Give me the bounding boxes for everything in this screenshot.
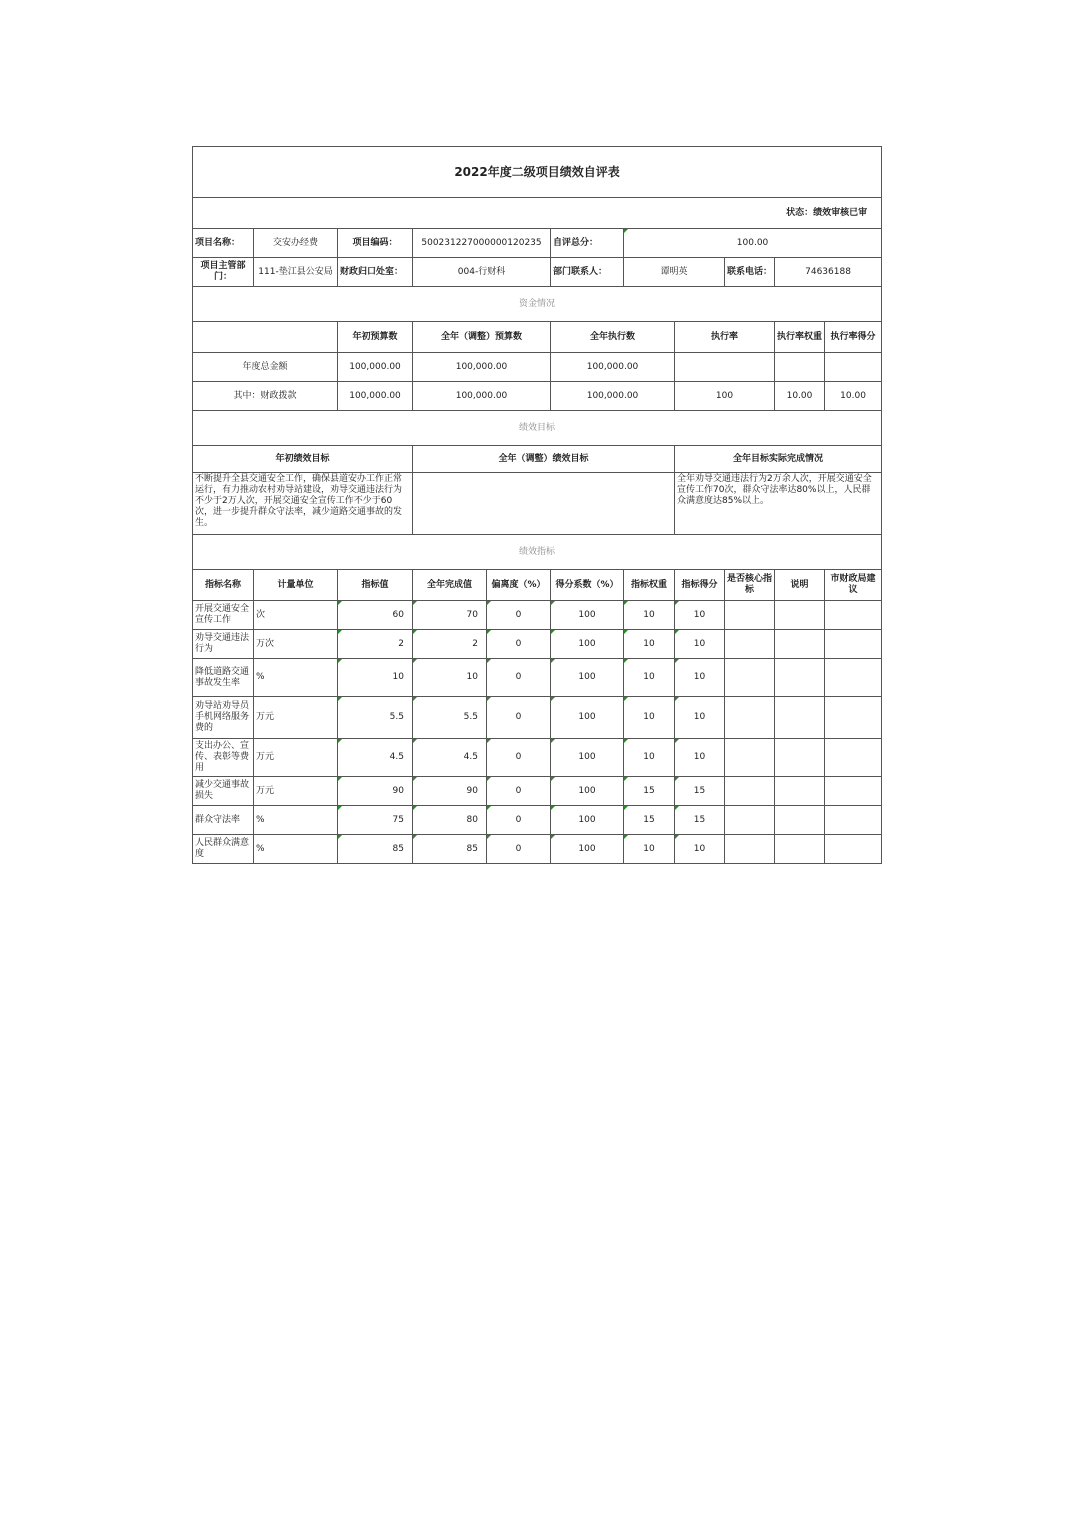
ind-cell-core	[725, 601, 775, 630]
funds-header-initial: 年初预算数	[338, 322, 413, 353]
ind-cell-unit: 万元	[254, 697, 338, 739]
funds-header-weight: 执行率权重	[775, 322, 825, 353]
ind-cell-done: 5.5	[413, 697, 487, 739]
ind-cell-done: 90	[413, 777, 487, 806]
status-label: 状态：绩效审核已审	[193, 198, 882, 229]
project-name-value: 交安办经费	[254, 229, 338, 258]
ind-cell-dev: 0	[487, 601, 551, 630]
indicator-row	[193, 601, 882, 630]
funds-cell-rate: 100	[675, 382, 775, 411]
indicator-row	[193, 630, 882, 659]
indicator-row	[193, 777, 882, 806]
indicator-row	[193, 659, 882, 697]
ind-cell-coef: 100	[551, 835, 624, 864]
ind-cell-weight: 10	[624, 601, 675, 630]
contact-value: 谭明英	[624, 258, 725, 287]
ind-cell-target: 4.5	[338, 739, 413, 777]
ind-cell-unit: 次	[254, 601, 338, 630]
ind-cell-name: 人民群众满意度	[193, 835, 254, 864]
ind-cell-advice	[825, 739, 882, 777]
funds-header-adjusted: 全年（调整）预算数	[413, 322, 551, 353]
funds-cell-score	[825, 353, 882, 382]
ind-header-name: 指标名称	[193, 570, 254, 601]
ind-header-core: 是否核心指标	[725, 570, 775, 601]
contact-label: 部门联系人：	[551, 258, 624, 287]
ind-cell-note	[775, 739, 825, 777]
ind-cell-target: 2	[338, 630, 413, 659]
ind-cell-advice	[825, 659, 882, 697]
funds-header-executed: 全年执行数	[551, 322, 675, 353]
ind-cell-unit: 万元	[254, 739, 338, 777]
funds-section-label: 资金情况	[193, 287, 882, 322]
ind-cell-dev: 0	[487, 806, 551, 835]
phone-value: 74636188	[775, 258, 882, 287]
ind-cell-note	[775, 601, 825, 630]
finance-value: 004-行财科	[413, 258, 551, 287]
ind-cell-name: 劝导交通违法行为	[193, 630, 254, 659]
ind-cell-coef: 100	[551, 697, 624, 739]
ind-cell-advice	[825, 777, 882, 806]
ind-cell-note	[775, 835, 825, 864]
ind-cell-score: 15	[675, 806, 725, 835]
ind-cell-note	[775, 777, 825, 806]
funds-cell-weight: 10.00	[775, 382, 825, 411]
ind-cell-core	[725, 739, 775, 777]
ind-cell-weight: 15	[624, 777, 675, 806]
ind-header-unit: 计量单位	[254, 570, 338, 601]
ind-cell-advice	[825, 697, 882, 739]
ind-cell-dev: 0	[487, 739, 551, 777]
goals-adjusted-text	[413, 473, 675, 535]
funds-header-rate: 执行率	[675, 322, 775, 353]
ind-cell-coef: 100	[551, 630, 624, 659]
total-score-value: 100.00	[624, 229, 882, 258]
funds-cell-name: 其中：财政拨款	[193, 382, 338, 411]
ind-header-advice: 市财政局建议	[825, 570, 882, 601]
funds-cell-executed: 100,000.00	[551, 353, 675, 382]
ind-cell-score: 10	[675, 601, 725, 630]
total-score-label: 自评总分：	[551, 229, 624, 258]
ind-cell-target: 60	[338, 601, 413, 630]
ind-header-note: 说明	[775, 570, 825, 601]
ind-cell-note	[775, 806, 825, 835]
ind-cell-name: 开展交通安全宣传工作	[193, 601, 254, 630]
project-name-label: 项目名称：	[193, 229, 254, 258]
ind-cell-advice	[825, 806, 882, 835]
ind-cell-score: 10	[675, 659, 725, 697]
goals-actual-text: 全年劝导交通违法行为2万余人次，开展交通安全宣传工作70次，群众守法率达80%以上，人民群众满意度达85%以上。	[675, 473, 882, 535]
ind-cell-weight: 10	[624, 739, 675, 777]
ind-cell-coef: 100	[551, 659, 624, 697]
ind-cell-note	[775, 697, 825, 739]
ind-cell-score: 10	[675, 630, 725, 659]
ind-cell-score: 10	[675, 697, 725, 739]
ind-cell-done: 70	[413, 601, 487, 630]
ind-cell-core	[725, 697, 775, 739]
funds-header-score: 执行率得分	[825, 322, 882, 353]
ind-cell-name: 群众守法率	[193, 806, 254, 835]
ind-cell-advice	[825, 835, 882, 864]
funds-row	[193, 382, 882, 411]
ind-cell-core	[725, 659, 775, 697]
ind-header-done: 全年完成值	[413, 570, 487, 601]
funds-cell-initial: 100,000.00	[338, 353, 413, 382]
ind-cell-unit: %	[254, 835, 338, 864]
ind-header-target: 指标值	[338, 570, 413, 601]
evaluation-table	[192, 146, 882, 864]
ind-cell-target: 75	[338, 806, 413, 835]
ind-cell-unit: 万元	[254, 777, 338, 806]
indicators-section-label: 绩效指标	[193, 535, 882, 570]
ind-cell-unit: %	[254, 659, 338, 697]
dept-value: 111-垫江县公安局	[254, 258, 338, 287]
ind-cell-coef: 100	[551, 601, 624, 630]
ind-cell-name: 支出办公、宣传、表彰等费用	[193, 739, 254, 777]
finance-label: 财政归口处室：	[338, 258, 413, 287]
evaluation-sheet	[192, 146, 881, 864]
dept-label: 项目主管部 门：	[193, 258, 254, 287]
funds-cell-adjusted: 100,000.00	[413, 353, 551, 382]
ind-cell-target: 85	[338, 835, 413, 864]
ind-cell-dev: 0	[487, 630, 551, 659]
ind-cell-done: 4.5	[413, 739, 487, 777]
goals-section-label: 绩效目标	[193, 411, 882, 446]
ind-cell-score: 10	[675, 739, 725, 777]
ind-cell-score: 15	[675, 777, 725, 806]
ind-cell-advice	[825, 601, 882, 630]
ind-header-weight: 指标权重	[624, 570, 675, 601]
funds-cell-adjusted: 100,000.00	[413, 382, 551, 411]
ind-cell-core	[725, 630, 775, 659]
ind-cell-weight: 10	[624, 835, 675, 864]
ind-cell-dev: 0	[487, 835, 551, 864]
ind-cell-done: 85	[413, 835, 487, 864]
ind-cell-note	[775, 659, 825, 697]
indicator-row	[193, 806, 882, 835]
ind-cell-name: 减少交通事故损失	[193, 777, 254, 806]
indicator-row	[193, 697, 882, 739]
ind-cell-weight: 10	[624, 659, 675, 697]
ind-cell-name: 劝导站劝导员手机网络服务费的	[193, 697, 254, 739]
indicator-row	[193, 835, 882, 864]
goals-header-adjusted: 全年（调整）绩效目标	[413, 446, 675, 473]
funds-cell-weight	[775, 353, 825, 382]
ind-cell-name: 降低道路交通事故发生率	[193, 659, 254, 697]
ind-cell-unit: %	[254, 806, 338, 835]
ind-cell-target: 10	[338, 659, 413, 697]
ind-header-score: 指标得分	[675, 570, 725, 601]
project-code-value: 500231227000000120235	[413, 229, 551, 258]
ind-cell-note	[775, 630, 825, 659]
funds-cell-initial: 100,000.00	[338, 382, 413, 411]
ind-header-coef: 得分系数（%）	[551, 570, 624, 601]
funds-cell-name: 年度总金额	[193, 353, 338, 382]
ind-cell-advice	[825, 630, 882, 659]
funds-row	[193, 353, 882, 382]
ind-cell-score: 10	[675, 835, 725, 864]
ind-header-dev: 偏离度（%）	[487, 570, 551, 601]
funds-cell-rate	[675, 353, 775, 382]
funds-cell-score: 10.00	[825, 382, 882, 411]
ind-cell-coef: 100	[551, 777, 624, 806]
ind-cell-target: 5.5	[338, 697, 413, 739]
ind-cell-dev: 0	[487, 777, 551, 806]
ind-cell-weight: 10	[624, 697, 675, 739]
ind-cell-coef: 100	[551, 806, 624, 835]
ind-cell-done: 80	[413, 806, 487, 835]
ind-cell-weight: 15	[624, 806, 675, 835]
ind-cell-weight: 10	[624, 630, 675, 659]
funds-cell-executed: 100,000.00	[551, 382, 675, 411]
ind-cell-dev: 0	[487, 697, 551, 739]
goals-initial-text: 不断提升全县交通安全工作，确保县道安办工作正常运行，有力推动农村劝导站建设，劝导交通违法行为不少于2万人次，开展交通安全宣传工作不少于60次，进一步提升群众守法率，减少道路交通事故的发生。	[193, 473, 413, 535]
ind-cell-dev: 0	[487, 659, 551, 697]
ind-cell-unit: 万次	[254, 630, 338, 659]
page-title: 2022年度二级项目绩效自评表	[193, 147, 882, 198]
ind-cell-core	[725, 777, 775, 806]
ind-cell-core	[725, 806, 775, 835]
goals-header-initial: 年初绩效目标	[193, 446, 413, 473]
ind-cell-core	[725, 835, 775, 864]
indicator-row	[193, 739, 882, 777]
ind-cell-target: 90	[338, 777, 413, 806]
project-code-label: 项目编码：	[338, 229, 413, 258]
ind-cell-done: 2	[413, 630, 487, 659]
ind-cell-coef: 100	[551, 739, 624, 777]
funds-header-blank	[193, 322, 338, 353]
goals-header-actual: 全年目标实际完成情况	[675, 446, 882, 473]
ind-cell-done: 10	[413, 659, 487, 697]
phone-label: 联系电话：	[725, 258, 775, 287]
